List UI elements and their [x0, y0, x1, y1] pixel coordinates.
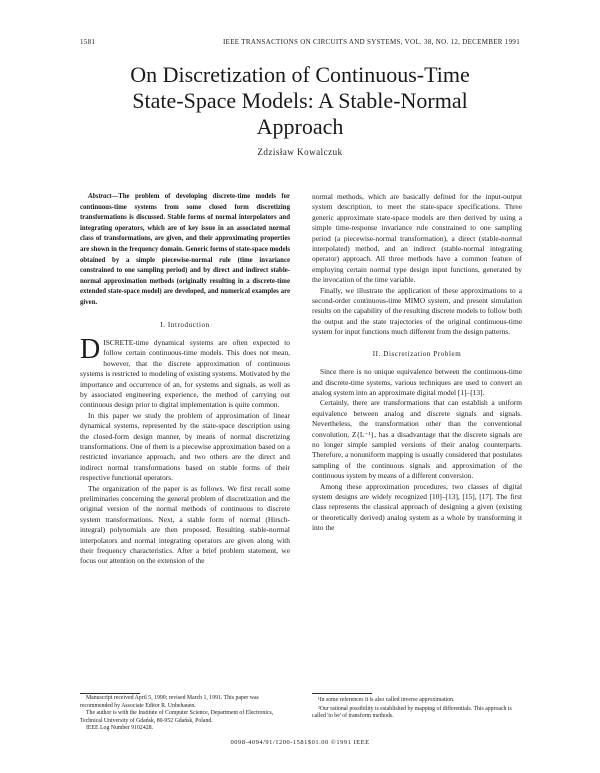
right-paragraph-3: Since there is no unique equivalence between the continuous-time and discrete-time systems, various techniques are used to convert an analog system into an approximate digital model [1]–[13].: [312, 367, 522, 397]
footnote-affiliation: The author is with the Institute of Computer Science, Department of Electronics, Technical University of Gdańsk, 80-952 Gdańsk, Poland.: [80, 710, 274, 724]
section-heading-discretization: II. Discretization Problem: [372, 349, 462, 358]
intro-paragraph-2: In this paper we study the problem of approximation of linear dynamical systems, represented by the state-space description using the closed-form design manner, by means of normal discretizing transformations. One of them is a piecewise approximation based on a restricted invariance approach, and two others are the direct and indirect normal transformations based on stable forms of their respective functional operators.: [80, 410, 290, 483]
right-paragraph-1: normal methods, which are basically defined for the input-output system description, to meet the state-space specifications. Three generic approximate state-space models are then derived by using a simple time-response invariance rule constrained to one sampling period (a piecewise-normal transformation), a direct (stable-normal interpolated) method, and an indirect (stable-normal integrating operator) approach. All three methods have a common feature of employing certain normal type design input functions, generated by the invocation of the time variable.: [312, 192, 522, 285]
intro-paragraph-3: The organization of the paper is as follows. We first recall some preliminaries concerning the general problem of discretization and the original version of the normal methods of continuous to discrete system transformations. Next, a stable form of normal (Hirsch-integral) polynomials are then proposed. Resulting stable-normal interpolators and normal integrating operators are given along with their frequency characteristics. After a brief problem statement, we focus our attention on the extension of the: [80, 483, 290, 566]
footnotes-left: [80, 695, 290, 733]
footnote-1: ¹In some references it is also called inverse approximation.: [318, 697, 455, 703]
footnote-rule-right: [312, 693, 372, 694]
drop-cap: D: [80, 333, 101, 365]
right-paragraph-5: Among these approximation procedures, two classes of digital system designs are widely recognized [10]–[13], [15], [17]. The first class represents the classical approach of designing a given (existing or theoretically derived) analog system as a whole by transforming it into the: [312, 481, 522, 533]
paper-title: [80, 62, 520, 140]
running-header: [80, 38, 520, 50]
title-line-2: State-Space Models: A Stable-Normal: [132, 88, 468, 113]
author-name: Zdzisław Kowalczuk: [257, 147, 343, 157]
right-paragraph-2: Finally, we illustrate the application of these approximations to a second-order continuous-time MIMO system, and present simulation results on the capability of the resulting discrete models to follow both the output and the state trajectories of the original continuous-time system for input functions much different from the design patterns.: [312, 285, 522, 337]
abstract-text: —The problem of developing discrete-time models for continuous-time systems from some closed form discretizing transformations is discussed. Stable forms of normal interpolators and integrating operators, which are of key issue in an associated normal class of transformations, are given, and their approximating properties are shown in the frequency domain. Generic forms of state-space models obtained by a simple piecewise-normal rule (time invariance constrained to one sampling period) and by direct and indirect stable-normal approximation methods (originally resulting in a discrete-time extended state-space model) are developed, and numerical examples are given.: [80, 193, 290, 306]
page-number: 1581: [80, 38, 96, 46]
footnote-2: ²Our rational possibility is established by mapping of differentials. This approach is called 'to be' of transform methods.: [312, 705, 512, 719]
right-column: [312, 192, 522, 534]
title-line-1: On Discretization of Continuous-Time: [130, 62, 470, 87]
title-line-3: Approach: [256, 114, 344, 139]
intro-paragraph-1-text: ISCRETE-time dynamical systems are often expected to follow certain continuous-time models. This does not mean, however, that the discrete approximation of continuous systems is restricted to modeling of existing systems. Motivated by the importance and occurrence of an, for systems and signals, as well as by associated engineering experience, the method of carrying out continuous design prior to digital implementation is quite common.: [80, 337, 290, 410]
intro-paragraph-1: [80, 333, 290, 411]
abstract: [80, 192, 290, 309]
footnote-manuscript: Manuscript received April 5, 1990; revised March 1, 1991. This paper was recommended by Associate Editor R. Unbehauen.: [80, 695, 259, 709]
left-column: [80, 192, 290, 567]
footnotes-right: [312, 697, 522, 722]
abstract-label: Abstract: [88, 193, 112, 200]
section-heading-introduction: I. Introduction: [160, 320, 210, 329]
journal-header: IEEE TRANSACTIONS ON CIRCUITS AND SYSTEMS, VOL. 38, NO. 12, DECEMBER 1991: [223, 38, 520, 46]
footnote-log-number: IEEE Log Number 9102428.: [86, 725, 153, 731]
copyright-line: 0098-4094/91/1200-1581$01.00 ©1991 IEEE: [230, 739, 370, 746]
footnote-rule-left: [80, 693, 140, 694]
right-paragraph-4: Certainly, there are transformations that can establish a uniform equivalence between analog and discrete signals and signals. Nevertheless, the transformation other than the conventional convolution, Z{L⁻¹}, has a disadvantage that the discrete signals are no longer simple sampled versions of their analog counterparts. Therefore, a nonuniform mapping is usually considered that postulates sampling of the continuous signals and approximation of the continuous system by means of a different conversion.: [312, 398, 522, 481]
